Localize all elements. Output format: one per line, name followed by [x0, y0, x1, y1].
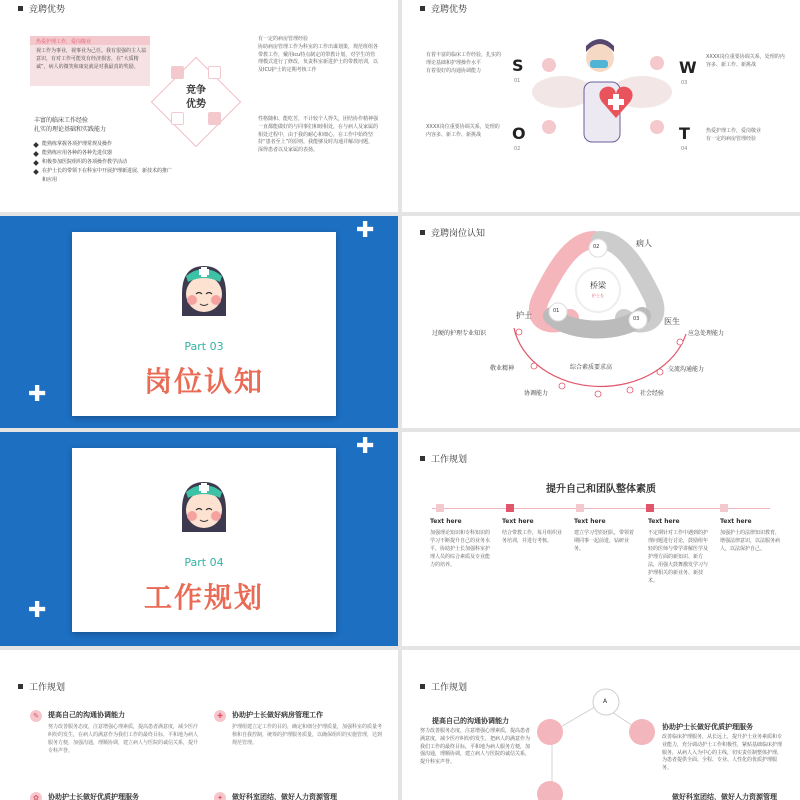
diamond-bullet-icon [33, 160, 39, 166]
communication-icon: ✎ [30, 710, 42, 722]
bullet-item [34, 149, 174, 158]
bullet-text: 积极参加医院组织的各项操作教学活动 [42, 159, 128, 165]
swot-s-num: 01 [514, 78, 521, 84]
header-title: 竞聘优势 [29, 5, 66, 15]
column-head: Text here [720, 518, 752, 525]
bridge-diagram [402, 216, 800, 428]
plan-item [30, 792, 139, 800]
slide-work-plan-list[interactable] [0, 650, 398, 800]
clinical-experience-title: 丰富的临床工作经验 扎实的理论基础和实践能力 [34, 117, 107, 134]
header-square-icon [18, 684, 23, 689]
node-label-doctor: 医生 [664, 317, 680, 326]
column-body: 建立学习型的团队，带领着期同事一起前进，钻研业务。 [574, 530, 635, 552]
right-title: 协助护士长做好优质护理服务 [662, 723, 753, 731]
column-head: Text here [502, 518, 534, 525]
slide-header [18, 680, 65, 693]
plan-item-title: 做好科室团结，做好人力资源管理 [232, 793, 337, 800]
bullet-item [34, 140, 174, 149]
cross-icon: ✚ [28, 382, 47, 407]
bullet-text: 能熟练掌握各项护理常规及操作 [42, 141, 113, 147]
plan-item-title: 提高自己的沟通协调能力 [48, 711, 125, 719]
slide-work-plan-mindmap[interactable] [402, 650, 800, 800]
part-title: 岗位认知 [143, 365, 264, 398]
center-title [176, 84, 216, 112]
arc-label: 社会经验 [640, 390, 665, 397]
swot-t-num: 04 [681, 146, 688, 152]
arc-label: 过硬的护理专业知识 [432, 330, 487, 337]
swot-s-letter: S [512, 56, 524, 75]
slide-competitive-advantage[interactable] [0, 0, 398, 212]
node-num: 03 [633, 316, 640, 322]
left-title: 提高自己的沟通协调能力 [432, 717, 509, 725]
management-experience-text: 有一定的病房管理经验 协助病房管理工作为科室的工作出谋划策，规范班组各带教工作，戴用icu特点制定的带教计划，对学生的管理模式进行了修改，负责科室新进护士的带教培训，以及ICU护士的定期考核工作 [258, 36, 379, 73]
pink-box-title: 热爱护理工作，爱岗敬业 [30, 36, 150, 45]
arc-label: 敬业精神 [490, 365, 515, 372]
swot-w-letter: W [679, 58, 697, 77]
tray-icon [171, 112, 184, 125]
column-body: 加强护士的法律知识教育，增强法律意识，以法服务病人，以法保护自己。 [720, 530, 781, 552]
timeline-column [720, 518, 782, 553]
center-sublabel: 护士长 [592, 293, 604, 298]
timeline-column [502, 518, 564, 545]
timeline-title: 提升自己和团队整体素质 [546, 484, 656, 495]
swot-s-text: 有着丰富的临床工作经验，扎实的理论基础和护理操作水平 有着很好的沟通协调能力 [426, 52, 502, 74]
swot-o-num: 02 [514, 146, 521, 152]
column-head: Text here [648, 518, 680, 525]
timeline-column [430, 518, 492, 569]
slide-part-04[interactable] [0, 432, 398, 646]
header-title: 工作规划 [431, 455, 468, 465]
bullet-text: 在护士长的带领下在科室中开展护理新进展、新技术的推广和应用 [42, 168, 173, 183]
plan-item-body: 护理组建立定工作的目的，确定和细分护理质量，加强科室的质量考核和自我控制，统筹的护理服务质量，以确保组织的实施管理，达到规范管理。 [232, 724, 383, 746]
header-title: 工作规划 [431, 683, 468, 693]
timeline-marker [720, 504, 728, 512]
swot-w-num: 03 [681, 80, 688, 86]
arc-label: 综合素质要求高 [570, 364, 613, 371]
bullet-item [34, 167, 174, 185]
cross-icon: ✚ [356, 434, 375, 459]
plan-item-body: 努力改善服务态度，注意增强心理素质，提高患者满意度，减少医疗纠纷的发生，在病人的满意作为我们工作的最终目标，平和地为病人服务方便，加强沟通，理顺协调，建立病人与医院的诚信关系，提升专科声誉。 [48, 724, 199, 754]
bullet-item [34, 158, 174, 167]
personality-text: 性格随和、能吃苦，不计较个人得失，团结协作精神强 一直都能做好的与同事们和睦相处，在与病人及家属的相处过程中，由于我的耐心和细心，在工作中始终坚持“患者至上”的原则，我能够及时沟通并解决问题，深得患者以及家属的表扬。 [258, 116, 379, 153]
header-square-icon [18, 6, 23, 11]
column-body: 加强理论知识和专科知识的学习不断提升自己的业务水平，协助护士长加强科室护理人员的综合素质及专业能力的培养。 [430, 530, 491, 568]
swot-w-text: XXXX岗位重要协调关系，处理的内容多、新工作、新挑战 [706, 54, 785, 68]
title-card [72, 448, 336, 632]
part-number: Part 04 [184, 556, 224, 569]
swot-o-text: XXXX岗位重要协调关系，处理的内容多、新工作、新挑战 [426, 124, 500, 138]
column-head: Text here [574, 518, 606, 525]
diamond-bullet-icon [33, 169, 39, 175]
slide-header [420, 2, 467, 15]
header-title: 竞聘岗位认知 [431, 229, 486, 239]
pink-box-text: 视工作为事业，视事业为己任。我有很强的主人翁意识，有对工作可能发有经济损害，在“大质精诚”，病人的微笑和康复就是对我最真的奖励。 [36, 48, 147, 70]
slide-header [18, 2, 65, 15]
chart-icon [208, 66, 221, 79]
management-icon: ✚ [214, 710, 226, 722]
timeline-column [648, 518, 710, 585]
header-title: 工作规划 [29, 683, 66, 693]
node-label-nurse: 护士 [516, 311, 532, 320]
diamond-bullet-icon [33, 142, 39, 148]
header-square-icon [420, 456, 425, 461]
bottom-title: 做好科室团结，做好人力资源管理 [672, 793, 777, 800]
nurse-avatar-icon [174, 472, 234, 540]
diamond-bullet-icon [33, 151, 39, 157]
center-title-line2: 优势 [186, 99, 206, 110]
node-num: 02 [593, 244, 600, 250]
timeline-marker [506, 504, 514, 512]
timeline-marker [646, 504, 654, 512]
arc-label: 应急处理能力 [688, 330, 725, 337]
header-title: 竞聘优势 [431, 5, 468, 15]
node-num: 01 [553, 308, 560, 314]
team-icon: ✦ [214, 792, 226, 800]
cross-icon: ✚ [356, 218, 375, 243]
nurse-angel-illustration [532, 22, 672, 162]
column-head: Text here [430, 518, 462, 525]
timeline-column [574, 518, 636, 553]
slide-work-plan-timeline[interactable] [402, 432, 800, 646]
arc-label: 交流沟通能力 [668, 366, 705, 373]
plan-item-title: 协助护士长做好优质护理服务 [48, 793, 139, 800]
timeline-marker [576, 504, 584, 512]
header-square-icon [420, 6, 425, 11]
part-number: Part 03 [184, 340, 224, 353]
cross-icon: ✚ [28, 598, 47, 623]
node-label: A [603, 698, 608, 705]
nurse-avatar-icon [174, 256, 234, 324]
left-body: 努力改善服务态度，注意增强心理素质，提高患者满意度，减少医疗纠纷的发生，把病人的满意作为我们工作的最终目标，平和地为病人服务方便，加强沟通，理顺协调，建立病人与医院的诚信关系，提升科室声誉。 [420, 728, 531, 765]
document-icon [208, 112, 221, 125]
slide-part-03[interactable] [0, 216, 398, 428]
title-card [72, 232, 336, 416]
plan-item-title: 协助护士长做好病房管理工作 [232, 711, 323, 719]
swot-t-letter: T [679, 124, 690, 143]
node-label-patient: 病人 [636, 239, 652, 248]
arc-label: 协调能力 [524, 390, 549, 397]
slide-swot[interactable] [402, 0, 800, 212]
part-title: 工作规划 [143, 581, 264, 614]
plan-item [30, 710, 198, 755]
slide-position-cognition[interactable] [402, 216, 800, 428]
swot-t-text: 热爱护理工作，爱岗敬业 有一定的病房管理经验 [706, 128, 762, 142]
plan-item [214, 710, 382, 747]
center-title-line1: 竞争 [186, 85, 206, 96]
column-body: 不定期针对工作中遇到的护理问题进行讨论，鼓励组年轻的医师与带学讲解医学及护理方面的新知识、新方法，用强大鼓舞激发学习与护理相关的新业务、新技术。 [648, 530, 709, 584]
column-body: 结合带教工作，每月组织业务培训，并进行考核。 [502, 530, 563, 544]
slide-header [420, 452, 467, 465]
plan-item [214, 792, 337, 800]
people-icon [171, 66, 184, 79]
swot-o-letter: O [512, 124, 526, 143]
right-body: 改善临床护理服务，从长远上，提升护士业务素质和专业能力，充分调动护士工作积极性，紧贴基础临床护理服务，从病人入为中心的主线，切实责任制整体护理，为患者提供全面、全程、专业、人性化的优质护理服务。 [662, 734, 783, 771]
timeline-marker [436, 504, 444, 512]
bullet-text: 能熟练应用各种的各种先进仪器 [42, 150, 113, 156]
center-label: 桥梁 [590, 281, 606, 290]
service-icon: ✿ [30, 792, 42, 800]
bullet-list [34, 140, 174, 185]
